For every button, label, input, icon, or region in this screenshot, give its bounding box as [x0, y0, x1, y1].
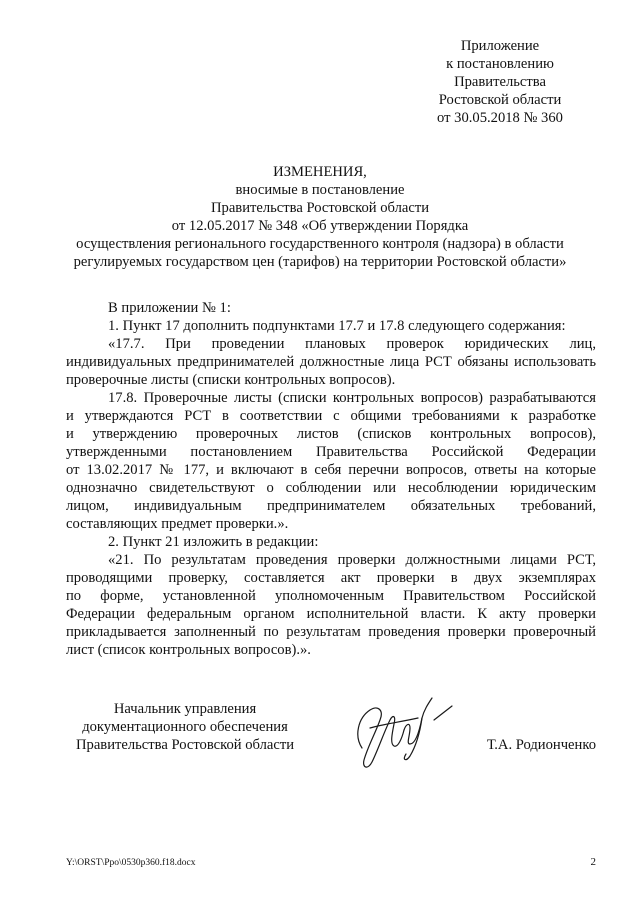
page-number: 2: [590, 856, 596, 868]
title-line: от 12.05.2017 № 348 «Об утверждении Порядка: [171, 218, 469, 234]
title-heading: ИЗМЕНЕНИЯ,: [273, 164, 367, 180]
body-line: однозначно свидетельствуют о соблюдении или несоблюдении юридическим: [66, 480, 596, 496]
appendix-line: от 30.05.2018 № 360: [437, 110, 563, 126]
body-line: и утверждению проверочных листов (списков контрольных вопросов),: [66, 426, 596, 442]
appendix-line: Правительства: [454, 74, 546, 90]
handwritten-signature: [340, 688, 460, 774]
title-line: вносимые в постановление: [235, 182, 405, 198]
body-line: Федерации федеральным органом исполнительной власти. К акту проверки: [66, 606, 596, 622]
signer-name: Т.А. Родионченко: [486, 737, 596, 753]
title-line: Правительства Ростовской области: [210, 200, 430, 216]
body-line: лицом, индивидуальным предпринимателем обязательных требований,: [66, 498, 596, 514]
title-line: осуществления регионального государственного контроля (надзора) в области: [76, 236, 564, 252]
body-line: и утверждаются РСТ в соответствии с общими требованиями к разработке: [66, 408, 596, 424]
body-line: 1. Пункт 17 дополнить подпунктами 17.7 и 17.8 следующего содержания:: [108, 318, 566, 334]
signer-position-line: Начальник управления: [113, 701, 257, 717]
body-line: 2. Пункт 21 изложить в редакции:: [108, 534, 319, 550]
body-line: индивидуальных предпринимателей должностные лица РСТ обязаны использовать: [66, 354, 596, 370]
body-line: 17.8. Проверочные листы (списки контрольных вопросов) разрабатываются: [108, 390, 596, 406]
body-line: «21. По результатам проведения проверки должностными лицами РСТ,: [108, 552, 596, 568]
body-line: В приложении № 1:: [108, 300, 231, 316]
signer-position-line: документационного обеспечения: [82, 719, 288, 735]
signer-position-line: Правительства Ростовской области: [75, 737, 295, 753]
appendix-line: Приложение: [460, 38, 540, 54]
body-line: проводящими проверку, составляется акт проверки в двух экземплярах: [66, 570, 596, 586]
body-line: от 13.02.2017 № 177, и включают в себя перечни вопросов, ответы на которые: [66, 462, 596, 478]
body-line: прикладывается заполненный по результатам проведения проверки проверочный: [66, 624, 596, 640]
body-line: «17.7. При проведении плановых проверок юридических лиц,: [108, 336, 596, 352]
body-line: составляющих предмет проверки.».: [66, 516, 289, 532]
body-line: проверочные листы (списки контрольных вопросов).: [66, 372, 396, 388]
body-line: утвержденными постановлением Правительства Российской Федерации: [66, 444, 596, 460]
title-line: регулируемых государством цен (тарифов) на территории Ростовской области»: [73, 254, 567, 270]
body-line: по форме, установленной уполномоченным Правительством Российской: [66, 588, 596, 604]
appendix-line: к постановлению: [446, 56, 554, 72]
body-line: лист (список контрольных вопросов).».: [66, 642, 311, 658]
footer-file-path: Y:\ORST\Ppo\0530p360.f18.docx: [66, 858, 196, 868]
appendix-line: Ростовской области: [438, 92, 562, 108]
